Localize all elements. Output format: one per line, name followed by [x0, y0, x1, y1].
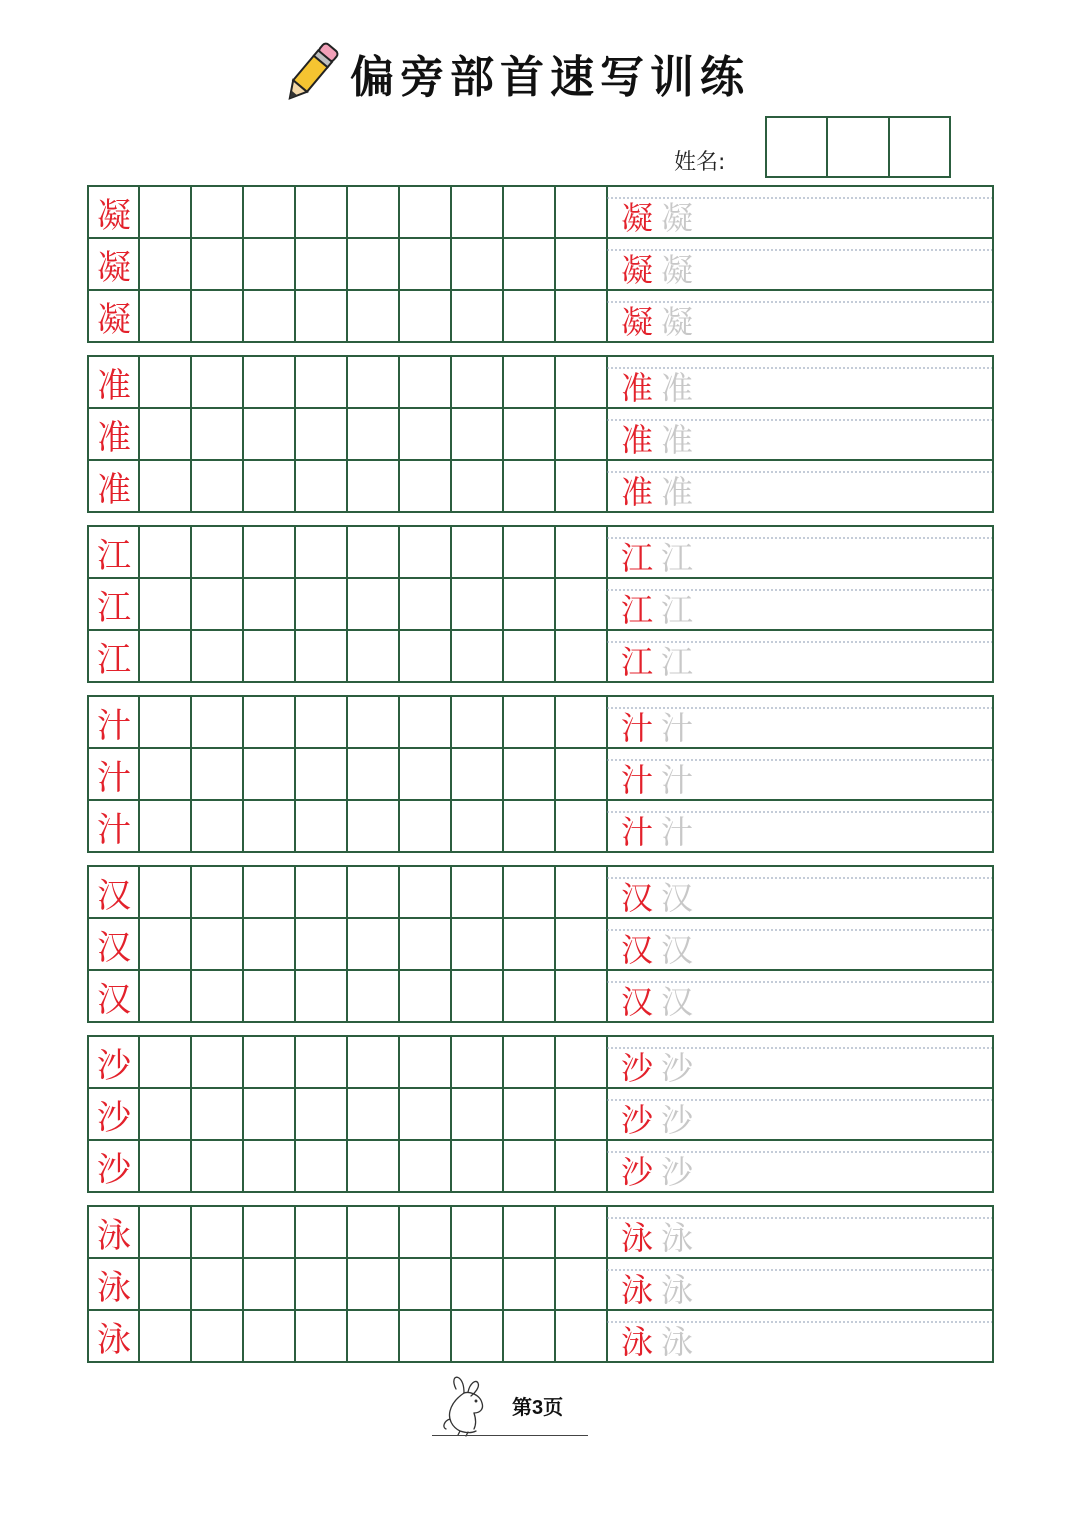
writing-cell[interactable] [192, 527, 242, 577]
model-character: 江 [97, 535, 131, 576]
trace-character-red: 江 [620, 539, 653, 577]
writing-cell[interactable] [504, 1311, 554, 1361]
writing-cell[interactable] [140, 919, 190, 969]
writing-cell[interactable] [504, 971, 554, 1021]
writing-cell[interactable] [556, 631, 606, 681]
model-character: 准 [97, 469, 131, 510]
model-character: 汉 [97, 875, 131, 916]
writing-cell[interactable] [556, 867, 606, 917]
trace-character-gray: 凝 [660, 303, 693, 341]
writing-cell[interactable] [296, 1037, 346, 1087]
writing-cell[interactable] [140, 409, 190, 459]
writing-cell[interactable] [192, 697, 242, 747]
practice-group [87, 525, 994, 683]
writing-cell[interactable] [556, 1259, 606, 1309]
trace-character-red: 汉 [620, 879, 653, 917]
writing-cell[interactable] [504, 631, 554, 681]
writing-cell[interactable] [556, 579, 606, 629]
writing-cell[interactable] [244, 749, 294, 799]
writing-cell[interactable] [192, 749, 242, 799]
writing-cell[interactable] [452, 1089, 502, 1139]
writing-cell[interactable] [140, 867, 190, 917]
writing-cell[interactable] [192, 971, 242, 1021]
writing-cell[interactable] [296, 291, 346, 341]
writing-cell[interactable] [296, 1207, 346, 1257]
writing-cell[interactable] [556, 409, 606, 459]
writing-cell[interactable] [296, 697, 346, 747]
writing-cell[interactable] [140, 579, 190, 629]
writing-cell[interactable] [348, 527, 398, 577]
trace-character-red: 江 [620, 591, 653, 629]
tracing-row[interactable] [607, 239, 992, 289]
writing-cell[interactable] [504, 291, 554, 341]
writing-cell[interactable] [504, 1207, 554, 1257]
name-box[interactable] [767, 118, 828, 176]
writing-cell[interactable] [296, 239, 346, 289]
writing-cell[interactable] [452, 461, 502, 511]
writing-cell[interactable] [504, 461, 554, 511]
writing-cell[interactable] [348, 461, 398, 511]
trace-character-gray: 汁 [660, 813, 693, 851]
trace-character-gray: 江 [660, 539, 693, 577]
writing-cell[interactable] [140, 291, 190, 341]
writing-cell[interactable] [192, 1141, 242, 1191]
tracing-row[interactable] [607, 1207, 992, 1257]
writing-cell[interactable] [348, 1141, 398, 1191]
footer-line [432, 1435, 588, 1436]
writing-cell[interactable] [244, 579, 294, 629]
writing-cell[interactable] [400, 749, 450, 799]
writing-cell[interactable] [556, 1141, 606, 1191]
writing-cell[interactable] [244, 409, 294, 459]
writing-cell[interactable] [140, 749, 190, 799]
writing-cell[interactable] [192, 239, 242, 289]
writing-cell[interactable] [556, 801, 606, 851]
writing-cell[interactable] [556, 357, 606, 407]
page-number: 第3页 [512, 1397, 564, 1419]
writing-cell[interactable] [244, 1037, 294, 1087]
writing-cell[interactable] [452, 239, 502, 289]
writing-cell[interactable] [244, 631, 294, 681]
trace-character-red: 江 [620, 643, 653, 681]
writing-cell[interactable] [296, 749, 346, 799]
trace-character-gray: 准 [660, 473, 693, 511]
writing-cell[interactable] [296, 1141, 346, 1191]
trace-character-red: 凝 [620, 303, 653, 341]
writing-cell[interactable] [556, 187, 606, 237]
writing-cell[interactable] [400, 1037, 450, 1087]
writing-cell[interactable] [140, 1037, 190, 1087]
writing-cell[interactable] [348, 357, 398, 407]
writing-cell[interactable] [452, 749, 502, 799]
worksheet-title [280, 38, 800, 108]
tracing-row[interactable] [607, 461, 992, 511]
tracing-row[interactable] [607, 1089, 992, 1139]
writing-cell[interactable] [244, 461, 294, 511]
tracing-row[interactable] [607, 1037, 992, 1087]
title-text: 偏旁部首速写训练 [350, 52, 750, 103]
trace-character-red: 凝 [620, 199, 653, 237]
tracing-row[interactable] [607, 1311, 992, 1361]
practice-group [87, 355, 994, 513]
trace-character-red: 汁 [620, 761, 653, 799]
model-character: 沙 [97, 1149, 131, 1190]
writing-cell[interactable] [452, 1259, 502, 1309]
trace-character-gray: 汉 [660, 983, 693, 1021]
writing-cell[interactable] [348, 579, 398, 629]
writing-cell[interactable] [140, 187, 190, 237]
practice-group [87, 695, 994, 853]
writing-cell[interactable] [452, 579, 502, 629]
model-character: 汉 [97, 927, 131, 968]
writing-cell[interactable] [400, 919, 450, 969]
trace-character-gray: 凝 [660, 199, 693, 237]
writing-cell[interactable] [192, 1207, 242, 1257]
writing-cell[interactable] [504, 579, 554, 629]
writing-cell[interactable] [452, 1141, 502, 1191]
writing-cell[interactable] [452, 409, 502, 459]
writing-cell[interactable] [400, 1141, 450, 1191]
writing-cell[interactable] [244, 1311, 294, 1361]
writing-cell[interactable] [296, 357, 346, 407]
writing-cell[interactable] [140, 1207, 190, 1257]
writing-cell[interactable] [452, 1311, 502, 1361]
trace-character-red: 泳 [620, 1323, 653, 1361]
writing-cell[interactable] [192, 461, 242, 511]
writing-cell[interactable] [140, 631, 190, 681]
writing-cell[interactable] [452, 801, 502, 851]
writing-cell[interactable] [140, 801, 190, 851]
tracing-row[interactable] [607, 971, 992, 1021]
writing-cell[interactable] [556, 1089, 606, 1139]
tracing-row[interactable] [607, 1141, 992, 1191]
writing-cell[interactable] [192, 1311, 242, 1361]
tracing-row[interactable] [607, 919, 992, 969]
trace-character-gray: 汁 [660, 709, 693, 747]
trace-character-red: 泳 [620, 1271, 653, 1309]
practice-group [87, 865, 994, 1023]
trace-character-gray: 沙 [660, 1101, 693, 1139]
trace-character-gray: 沙 [660, 1153, 693, 1191]
writing-cell[interactable] [400, 971, 450, 1021]
model-character: 凝 [97, 195, 131, 236]
writing-cell[interactable] [348, 801, 398, 851]
writing-cell[interactable] [504, 749, 554, 799]
writing-cell[interactable] [452, 527, 502, 577]
model-character: 汁 [97, 809, 131, 850]
trace-character-gray: 泳 [660, 1219, 693, 1257]
writing-cell[interactable] [244, 1141, 294, 1191]
writing-cell[interactable] [504, 1037, 554, 1087]
writing-cell[interactable] [140, 1141, 190, 1191]
writing-cell[interactable] [400, 1259, 450, 1309]
trace-character-red: 沙 [620, 1049, 653, 1087]
model-character: 沙 [97, 1097, 131, 1138]
writing-cell[interactable] [348, 1259, 398, 1309]
writing-cell[interactable] [296, 187, 346, 237]
tracing-row[interactable] [607, 187, 992, 237]
writing-cell[interactable] [400, 1207, 450, 1257]
writing-cell[interactable] [504, 801, 554, 851]
trace-character-gray: 汁 [660, 761, 693, 799]
model-character: 汉 [97, 979, 131, 1020]
trace-character-red: 沙 [620, 1153, 653, 1191]
writing-cell[interactable] [348, 239, 398, 289]
writing-cell[interactable] [556, 1311, 606, 1361]
writing-cell[interactable] [504, 697, 554, 747]
writing-cell[interactable] [400, 239, 450, 289]
writing-cell[interactable] [244, 527, 294, 577]
trace-character-red: 准 [620, 473, 653, 511]
writing-cell[interactable] [244, 801, 294, 851]
writing-cell[interactable] [348, 631, 398, 681]
writing-cell[interactable] [452, 1037, 502, 1087]
rabbit-icon [430, 1373, 500, 1437]
trace-character-gray: 凝 [660, 251, 693, 289]
practice-group [87, 1205, 994, 1363]
writing-cell[interactable] [296, 1259, 346, 1309]
writing-cell[interactable] [452, 1207, 502, 1257]
trace-character-gray: 沙 [660, 1049, 693, 1087]
writing-cell[interactable] [348, 749, 398, 799]
writing-cell[interactable] [556, 1207, 606, 1257]
writing-cell[interactable] [400, 357, 450, 407]
tracing-row[interactable] [607, 291, 992, 341]
model-character: 江 [97, 587, 131, 628]
writing-cell[interactable] [504, 919, 554, 969]
writing-cell[interactable] [296, 867, 346, 917]
writing-cell[interactable] [192, 867, 242, 917]
writing-cell[interactable] [244, 867, 294, 917]
model-character: 准 [97, 417, 131, 458]
trace-character-red: 凝 [620, 251, 653, 289]
writing-cell[interactable] [192, 357, 242, 407]
writing-cell[interactable] [452, 357, 502, 407]
writing-cell[interactable] [400, 867, 450, 917]
writing-cell[interactable] [452, 697, 502, 747]
model-character: 泳 [97, 1267, 131, 1308]
writing-cell[interactable] [140, 1089, 190, 1139]
writing-cell[interactable] [296, 1089, 346, 1139]
model-character: 凝 [97, 299, 131, 340]
writing-cell[interactable] [140, 697, 190, 747]
writing-cell[interactable] [296, 971, 346, 1021]
writing-cell[interactable] [244, 187, 294, 237]
writing-cell[interactable] [192, 579, 242, 629]
model-character: 准 [97, 365, 131, 406]
trace-character-red: 准 [620, 369, 653, 407]
writing-cell[interactable] [296, 461, 346, 511]
writing-cell[interactable] [244, 1207, 294, 1257]
tracing-row[interactable] [607, 527, 992, 577]
name-box[interactable] [828, 118, 889, 176]
writing-cell[interactable] [400, 461, 450, 511]
trace-character-gray: 江 [660, 591, 693, 629]
model-character: 汁 [97, 705, 131, 746]
model-character: 泳 [97, 1215, 131, 1256]
trace-character-gray: 泳 [660, 1271, 693, 1309]
model-character: 汁 [97, 757, 131, 798]
writing-cell[interactable] [348, 1089, 398, 1139]
writing-cell[interactable] [192, 1037, 242, 1087]
writing-cell[interactable] [140, 357, 190, 407]
writing-cell[interactable] [296, 919, 346, 969]
writing-cell[interactable] [244, 239, 294, 289]
practice-group [87, 185, 994, 343]
trace-character-gray: 准 [660, 421, 693, 459]
name-box[interactable] [890, 118, 949, 176]
writing-cell[interactable] [452, 867, 502, 917]
writing-cell[interactable] [504, 409, 554, 459]
writing-cell[interactable] [504, 239, 554, 289]
writing-cell[interactable] [400, 409, 450, 459]
trace-character-red: 准 [620, 421, 653, 459]
writing-cell[interactable] [296, 409, 346, 459]
model-character: 沙 [97, 1045, 131, 1086]
pencil-icon [280, 38, 342, 108]
writing-cell[interactable] [504, 1141, 554, 1191]
writing-cell[interactable] [348, 919, 398, 969]
writing-cell[interactable] [348, 409, 398, 459]
writing-cell[interactable] [400, 527, 450, 577]
writing-cell[interactable] [140, 1311, 190, 1361]
trace-character-gray: 准 [660, 369, 693, 407]
model-character: 江 [97, 639, 131, 680]
writing-cell[interactable] [452, 187, 502, 237]
tracing-row[interactable] [607, 801, 992, 851]
writing-cell[interactable] [192, 1259, 242, 1309]
writing-cell[interactable] [556, 749, 606, 799]
writing-cell[interactable] [348, 187, 398, 237]
writing-cell[interactable] [192, 801, 242, 851]
trace-character-red: 汁 [620, 813, 653, 851]
writing-cell[interactable] [192, 187, 242, 237]
writing-cell[interactable] [296, 579, 346, 629]
practice-group [87, 1035, 994, 1193]
writing-cell[interactable] [452, 291, 502, 341]
trace-character-red: 沙 [620, 1101, 653, 1139]
writing-cell[interactable] [504, 1089, 554, 1139]
writing-cell[interactable] [192, 1089, 242, 1139]
trace-character-red: 汉 [620, 983, 653, 1021]
writing-cell[interactable] [452, 971, 502, 1021]
writing-cell[interactable] [400, 1311, 450, 1361]
writing-cell[interactable] [556, 919, 606, 969]
writing-cell[interactable] [348, 867, 398, 917]
writing-cell[interactable] [452, 631, 502, 681]
name-boxes[interactable] [765, 116, 951, 178]
writing-cell[interactable] [348, 1037, 398, 1087]
name-field [670, 115, 960, 179]
trace-character-red: 汁 [620, 709, 653, 747]
trace-character-gray: 泳 [660, 1323, 693, 1361]
writing-cell[interactable] [244, 697, 294, 747]
tracing-row[interactable] [607, 579, 992, 629]
writing-cell[interactable] [348, 971, 398, 1021]
model-character: 凝 [97, 247, 131, 288]
writing-cell[interactable] [296, 801, 346, 851]
writing-cell[interactable] [348, 697, 398, 747]
writing-cell[interactable] [504, 357, 554, 407]
writing-cell[interactable] [556, 461, 606, 511]
writing-cell[interactable] [140, 971, 190, 1021]
writing-cell[interactable] [400, 579, 450, 629]
writing-cell[interactable] [244, 1259, 294, 1309]
writing-cell[interactable] [244, 1089, 294, 1139]
writing-cell[interactable] [400, 187, 450, 237]
writing-cell[interactable] [348, 1207, 398, 1257]
tracing-row[interactable] [607, 697, 992, 747]
name-label: 姓名: [674, 150, 726, 175]
writing-cell[interactable] [504, 867, 554, 917]
tracing-row[interactable] [607, 749, 992, 799]
writing-cell[interactable] [140, 239, 190, 289]
writing-cell[interactable] [244, 357, 294, 407]
writing-cell[interactable] [192, 291, 242, 341]
writing-cell[interactable] [504, 1259, 554, 1309]
writing-cell[interactable] [556, 971, 606, 1021]
writing-cell[interactable] [192, 409, 242, 459]
trace-character-red: 汉 [620, 931, 653, 969]
trace-character-gray: 汉 [660, 879, 693, 917]
trace-character-gray: 汉 [660, 931, 693, 969]
writing-cell[interactable] [296, 631, 346, 681]
writing-cell[interactable] [400, 1089, 450, 1139]
writing-cell[interactable] [244, 971, 294, 1021]
writing-cell[interactable] [556, 239, 606, 289]
page-footer [430, 1373, 590, 1439]
writing-cell[interactable] [348, 1311, 398, 1361]
writing-cell[interactable] [504, 527, 554, 577]
tracing-row[interactable] [607, 409, 992, 459]
writing-cell[interactable] [192, 631, 242, 681]
writing-cell[interactable] [244, 291, 294, 341]
writing-cell[interactable] [296, 527, 346, 577]
tracing-row[interactable] [607, 631, 992, 681]
writing-cell[interactable] [400, 631, 450, 681]
writing-cell[interactable] [556, 527, 606, 577]
writing-cell[interactable] [556, 1037, 606, 1087]
trace-character-red: 泳 [620, 1219, 653, 1257]
writing-cell[interactable] [192, 919, 242, 969]
writing-cell[interactable] [140, 1259, 190, 1309]
tracing-row[interactable] [607, 1259, 992, 1309]
writing-cell[interactable] [244, 919, 294, 969]
tracing-row[interactable] [607, 357, 992, 407]
trace-character-gray: 江 [660, 643, 693, 681]
writing-cell[interactable] [556, 697, 606, 747]
writing-cell[interactable] [348, 291, 398, 341]
writing-cell[interactable] [140, 461, 190, 511]
writing-cell[interactable] [504, 187, 554, 237]
writing-cell[interactable] [556, 291, 606, 341]
writing-cell[interactable] [400, 291, 450, 341]
model-character: 泳 [97, 1319, 131, 1360]
writing-cell[interactable] [452, 919, 502, 969]
writing-cell[interactable] [400, 697, 450, 747]
writing-cell[interactable] [140, 527, 190, 577]
writing-cell[interactable] [400, 801, 450, 851]
writing-cell[interactable] [296, 1311, 346, 1361]
tracing-row[interactable] [607, 867, 992, 917]
